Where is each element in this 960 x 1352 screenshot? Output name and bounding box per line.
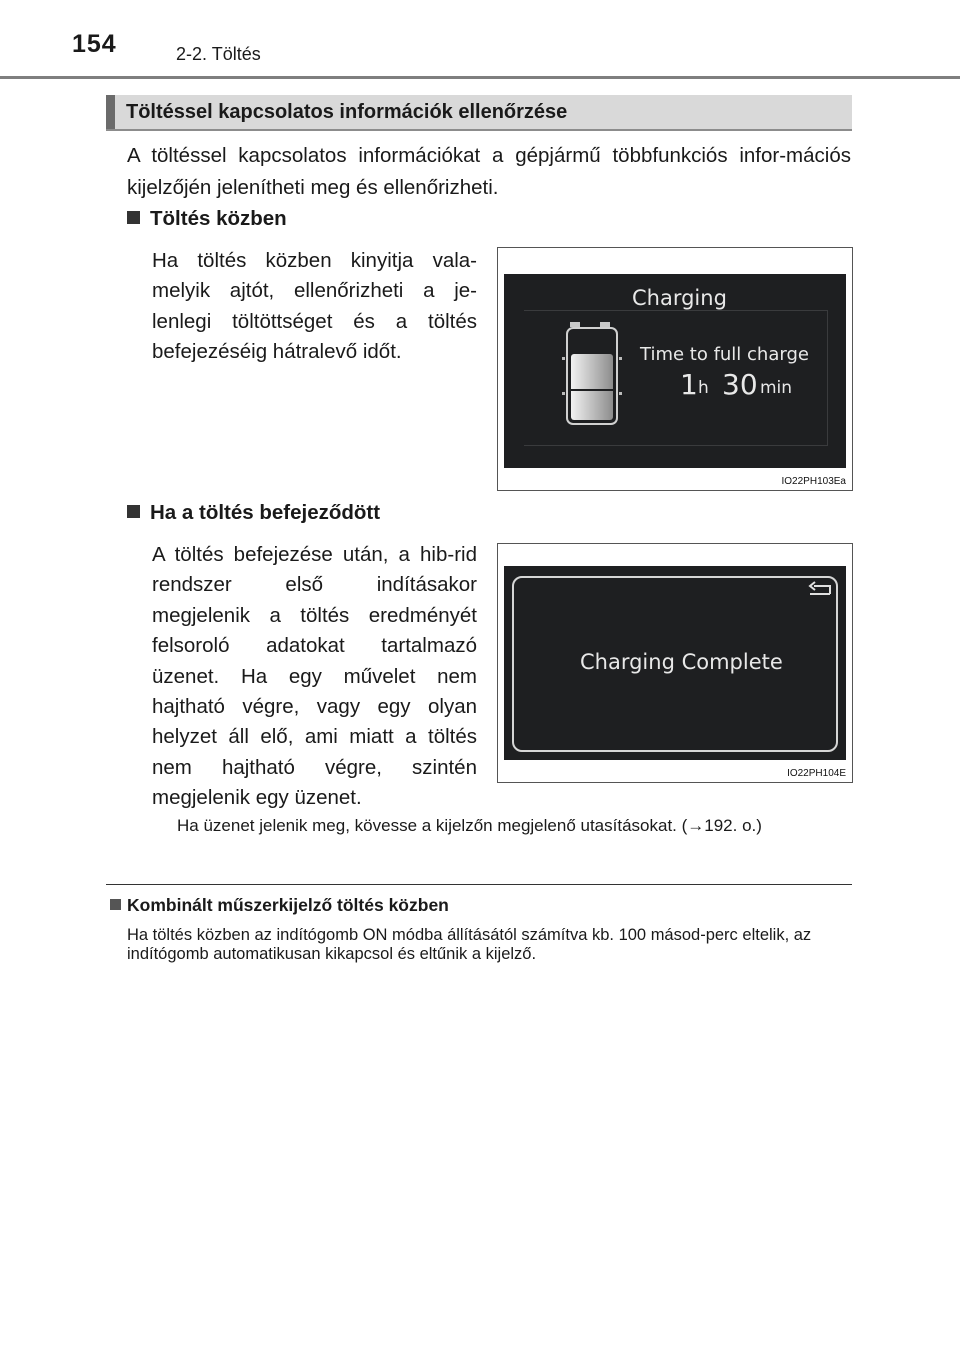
hours-unit: h <box>698 378 709 398</box>
time-to-full-label: Time to full charge <box>640 344 809 365</box>
chapter-title: 2-2. Töltés <box>176 44 261 64</box>
header-divider <box>0 76 960 79</box>
info-divider <box>106 884 852 885</box>
intro-paragraph: A töltéssel kapcsolatos információkat a gépjármű többfunkciós infor-mációs kijelzőjén jelenítheti meg és ellenőrizheti. <box>127 144 851 199</box>
subheading-charging-text: Töltés közben <box>150 207 287 230</box>
square-bullet-icon <box>127 505 140 518</box>
return-arrow-icon[interactable] <box>804 578 834 600</box>
info-heading <box>110 895 449 916</box>
section-title: Töltéssel kapcsolatos információk ellenőrzése <box>126 101 568 123</box>
charging-figure <box>497 247 853 491</box>
complete-paragraph: A töltés befejezése után, a hib-rid rendszer első indításakor megjelenik a töltés eredményét felsoroló adatokat tartalmazó üzenet. Ha egy művelet nem hajtható végre, vagy egy olyan helyzet áll elő, ami miatt a töltés nem hajtható végre, szintén megjelenik egy üzenet. <box>152 543 477 810</box>
figure-label: IO22PH103Ea <box>781 476 846 487</box>
subheading-complete <box>127 501 380 525</box>
hours-value: 1 <box>680 368 698 401</box>
note-paragraph: Ha üzenet jelenik meg, kövesse a kijelzőn megjelenő utasításokat. (→192. o.) <box>177 816 762 835</box>
minutes-unit: min <box>760 378 793 398</box>
section-accent <box>106 95 115 129</box>
page-number: 154 <box>72 30 117 58</box>
info-paragraph: Ha töltés közben az indítógomb ON módba állításától számítva kb. 100 másod-perc eltelik, az indítógomb automatikusan kikapcsol és eltűnik a kijelző. <box>127 926 812 963</box>
figure-label: IO22PH104E <box>787 768 846 779</box>
info-heading-text: Kombinált műszerkijelző töltés közben <box>127 895 449 915</box>
complete-figure <box>497 543 853 783</box>
subheading-complete-text: Ha a töltés befejeződött <box>150 501 381 524</box>
charging-screen <box>504 274 846 468</box>
square-bullet-icon <box>127 211 140 224</box>
charging-paragraph: Ha töltés közben kinyitja vala-melyik ajtót, ellenőrizheti a je-lenlegi töltöttséget és a töltés befejezéséig hátralevő időt. <box>152 249 477 364</box>
charging-complete-message: Charging Complete <box>580 650 783 674</box>
square-bullet-icon <box>110 899 121 910</box>
complete-screen <box>504 566 846 760</box>
subheading-charging <box>127 207 287 231</box>
battery-fill <box>571 354 613 420</box>
screen-title: Charging <box>632 286 727 310</box>
battery-icon <box>564 322 620 426</box>
section-header <box>106 95 852 131</box>
minutes-value: 30 <box>722 368 758 401</box>
